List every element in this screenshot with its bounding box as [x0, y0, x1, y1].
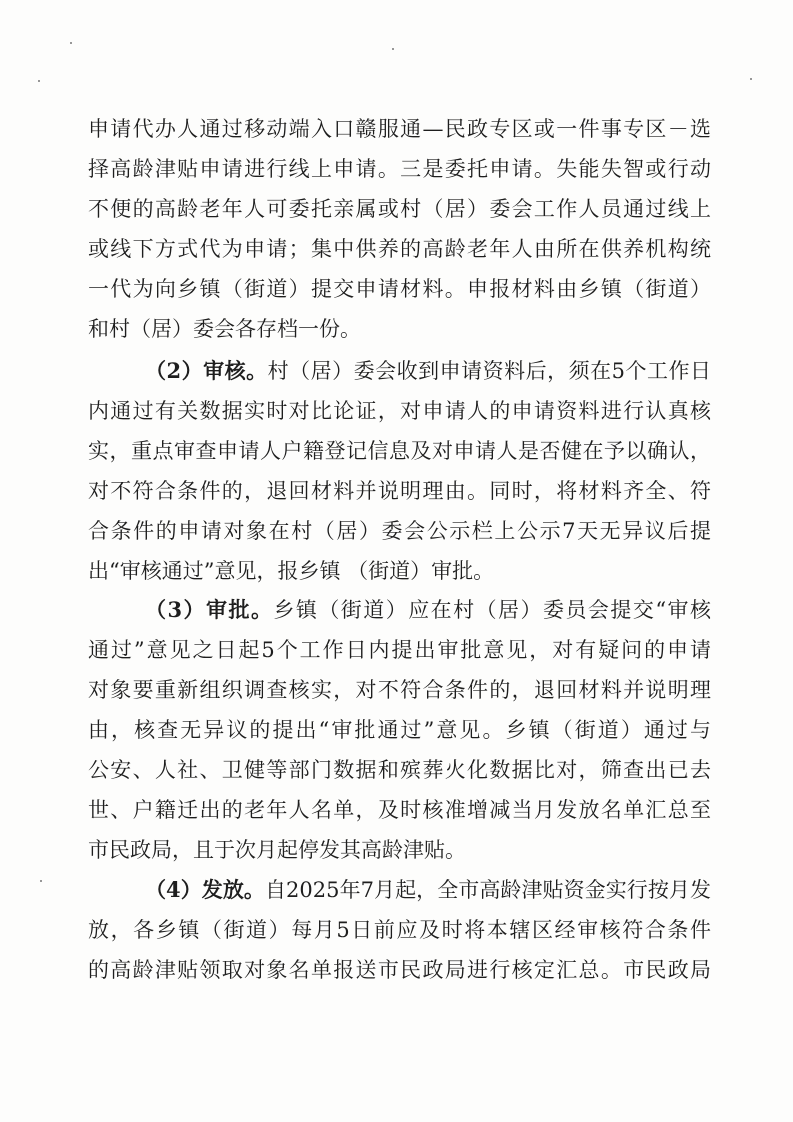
paragraph-line: [88, 910, 711, 950]
line-text: 合条件的申请对象在村（居）委会公示栏上公示7天无异议后提: [88, 519, 711, 543]
line-text: 乡镇（街道）应在村（居）委员会提交“审核: [273, 598, 711, 622]
paragraph-line: [88, 109, 711, 149]
paragraph-line: [88, 269, 711, 309]
line-text: 实，重点审查申请人户籍登记信息及对申请人是否健在予以确认，: [88, 439, 711, 463]
line-text: 内通过有关数据实时对比论证，对申请人的申请资料进行认真核: [88, 399, 711, 423]
paragraph-line: [88, 391, 711, 431]
paragraph-line: [88, 630, 711, 670]
paragraph-line: [88, 790, 711, 830]
scan-speck: [38, 80, 40, 82]
paragraph-line: [88, 431, 711, 471]
line-text: 出“审核通过”意见，报乡镇 （街道）审批。: [88, 559, 495, 583]
paragraph-line: [145, 590, 711, 630]
line-text: 对不符合条件的，退回材料并说明理由。同时，将材料齐全、符: [88, 479, 711, 503]
paragraph-line: [88, 750, 711, 790]
paragraph-line: [88, 229, 711, 269]
paragraph-line: [88, 149, 711, 189]
paragraph-line: [88, 830, 711, 870]
line-text: 由，核查无异议的提出“审批通过”意见。乡镇（街道）通过与: [88, 718, 711, 742]
scan-speck: [70, 42, 72, 44]
paragraph-line: [88, 309, 711, 349]
line-text: 村（居）委会收到申请资料后，须在5个工作日: [267, 359, 711, 383]
line-text: 世、户籍迁出的老年人名单，及时核准增减当月发放名单汇总至: [88, 798, 711, 822]
line-text: 对象要重新组织调查核实，对不符合条件的，退回材料并说明理: [88, 678, 711, 702]
line-text: 和村（居）委会各存档一份。: [88, 317, 361, 341]
line-text: 公安、人社、卫健等部门数据和殡葬火化数据比对，筛查出已去: [88, 758, 711, 782]
line-text: 放，各乡镇（街道）每月5日前应及时将本辖区经审核符合条件: [88, 918, 711, 942]
paragraph-line: [145, 870, 711, 910]
line-text: 或线下方式代为申请；集中供养的高龄老年人由所在供养机构统: [88, 237, 711, 261]
scan-speck: [750, 78, 752, 80]
line-text: 自2025年7月起，全市高龄津贴资金实行按月发: [265, 878, 711, 902]
paragraph-line: [88, 189, 711, 229]
paragraph-line: [88, 710, 711, 750]
section-heading: （2）审核。: [145, 358, 268, 383]
line-text: 通过”意见之日起5个工作日内提出审批意见，对有疑问的申请: [88, 638, 711, 662]
paragraph-line: [88, 551, 711, 591]
section-heading: （3）审批。: [145, 597, 274, 622]
scan-speck: [40, 880, 42, 882]
line-text: 的高龄津贴领取对象名单报送市民政局进行核定汇总。市民政局: [88, 958, 711, 982]
line-text: 市民政局，且于次月起停发其高龄津贴。: [88, 838, 466, 862]
scan-speck: [392, 48, 394, 50]
paragraph-line: [88, 511, 711, 551]
paragraph-line: [145, 351, 711, 391]
paragraph-line: [88, 950, 711, 990]
line-text: 择高龄津贴申请进行线上申请。三是委托申请。失能失智或行动: [88, 157, 711, 181]
line-text: 一代为向乡镇（街道）提交申请材料。申报材料由乡镇（街道）: [88, 277, 711, 301]
paragraph-line: [88, 670, 711, 710]
section-heading: （4）发放。: [145, 877, 265, 902]
line-text: 申请代办人通过移动端入口赣服通—民政专区或一件事专区－选: [88, 117, 711, 141]
paragraph-line: [88, 471, 711, 511]
line-text: 不便的高龄老年人可委托亲属或村（居）委会工作人员通过线上: [88, 197, 711, 221]
